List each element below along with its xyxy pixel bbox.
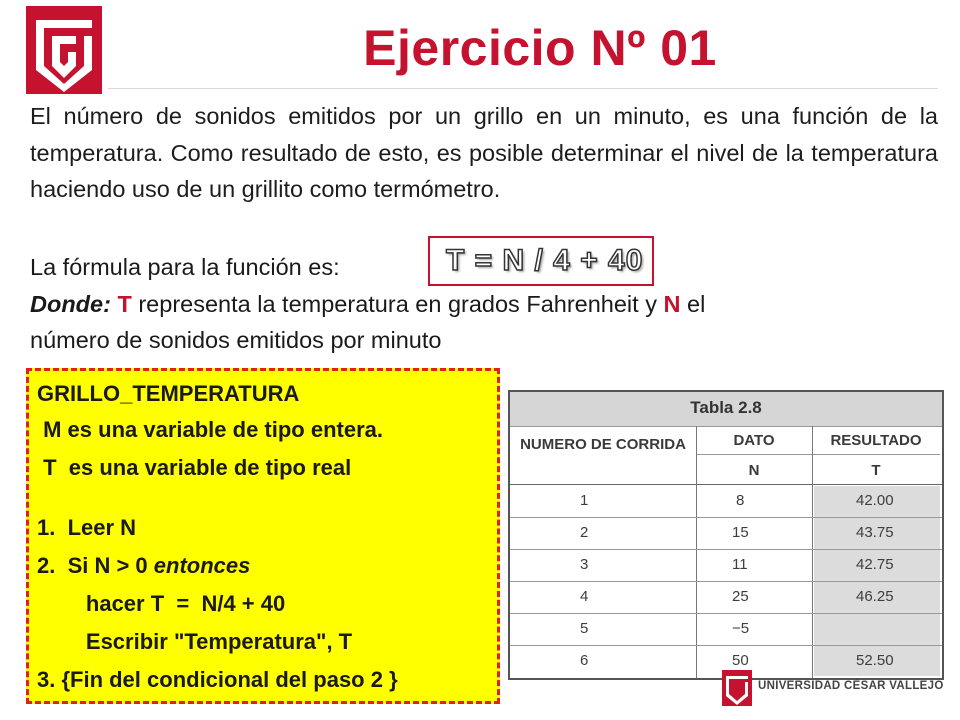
row-3-resultado: 42.75 <box>856 556 894 573</box>
row-3-corrida: 3 <box>580 556 589 573</box>
declaration-t: T es una variable de tipo real <box>37 455 352 480</box>
header-corrida: NUMERO DE CORRIDA <box>520 436 686 453</box>
header-dato: DATO <box>733 432 775 449</box>
donde-end-text: el <box>687 291 706 317</box>
row-line <box>510 581 942 582</box>
row-1-resultado: 42.00 <box>856 492 894 509</box>
row-4-dato: 25 <box>732 588 749 605</box>
row-line <box>510 613 942 614</box>
row-2-corrida: 2 <box>580 524 589 541</box>
header-bottom-line <box>510 484 942 485</box>
row-6-dato: 50 <box>732 652 749 669</box>
donde-middle-text: representa la temperatura en grados Fahrenheit y <box>138 291 657 317</box>
row-4-resultado: 46.25 <box>856 588 894 605</box>
formula-label: La fórmula para la función es: <box>30 254 340 280</box>
header-top-line <box>510 426 942 427</box>
university-name: UNIVERSIDAD CÉSAR VALLEJO <box>758 680 944 692</box>
row-line <box>510 549 942 550</box>
results-table <box>508 390 944 680</box>
formula: T = N / 4 + 40 <box>446 244 644 277</box>
row-5-dato: −5 <box>732 620 750 637</box>
ucv-logo-icon <box>722 670 752 706</box>
subheader-n: N <box>748 462 760 479</box>
step-3: 3. {Fin del condicional del paso 2 } <box>37 667 398 692</box>
slide-title: Ejercicio Nº 01 <box>363 20 717 76</box>
subheader-t: T <box>871 462 881 479</box>
row-6-resultado: 52.50 <box>856 652 894 669</box>
table-caption: Tabla 2.8 <box>690 398 762 417</box>
variable-t: T <box>117 291 132 317</box>
row-3-dato: 11 <box>732 556 748 573</box>
step-2-keyword: entonces <box>153 553 251 578</box>
donde-line-2: número de sonidos emitidos por minuto <box>30 327 442 353</box>
variable-n: N <box>663 291 681 317</box>
donde-line <box>30 286 705 322</box>
row-6-corrida: 6 <box>580 652 589 669</box>
donde-label: Donde: <box>30 291 111 317</box>
step-2b: Escribir "Temperatura", T <box>37 629 353 654</box>
row-line <box>510 645 942 646</box>
step-2a: hacer T = N/4 + 40 <box>37 591 286 616</box>
row-4-corrida: 4 <box>580 588 589 605</box>
title-divider <box>108 88 938 89</box>
header-resultado: RESULTADO <box>830 432 922 449</box>
declaration-m: M es una variable de tipo entera. <box>37 417 383 442</box>
row-line <box>510 517 942 518</box>
row-1-corrida: 1 <box>580 492 589 509</box>
problem-statement: El número de sonidos emitidos por un grillo en un minuto, es una función de la temperatura. Como resultado de esto, es posible determinar el nivel de la temperatura haciendo uso de un grillito como termómetro. <box>30 103 938 202</box>
step-2-condition: 2. Si N > 0 <box>37 553 154 578</box>
row-2-resultado: 43.75 <box>856 524 894 541</box>
step-1: 1. Leer N <box>37 515 137 540</box>
algorithm-name: GRILLO_TEMPERATURA <box>37 381 300 406</box>
algorithm-box <box>26 368 500 704</box>
row-5-corrida: 5 <box>580 620 589 637</box>
header-mid-line <box>696 454 940 455</box>
row-2-dato: 15 <box>732 524 749 541</box>
row-1-dato: 8 <box>736 492 745 509</box>
step-2 <box>37 551 250 581</box>
ucv-logo-icon <box>26 6 102 94</box>
